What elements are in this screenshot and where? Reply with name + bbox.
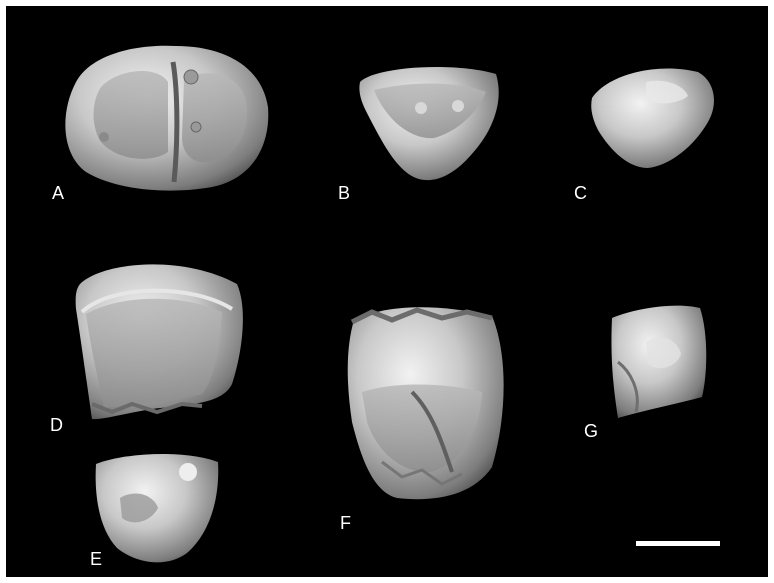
panel-label-a: A [52,183,65,203]
panel-label-g: G [584,421,599,441]
panel-label-d: D [50,415,63,435]
figure-panel [6,6,768,577]
panel-label-b: B [338,183,351,203]
specimen-d-tooth [72,254,248,424]
panel-label-c: C [574,183,587,203]
specimen-a-tooth [56,42,270,192]
specimen-g-tooth [606,302,714,420]
specimen-e-tooth [92,448,222,568]
specimen-c-tooth [588,60,720,172]
scale-bar [636,541,720,546]
panel-label-f: F [340,513,351,533]
specimen-f-tooth [342,302,512,504]
specimen-b-tooth [356,60,504,186]
panel-label-e: E [90,549,103,569]
